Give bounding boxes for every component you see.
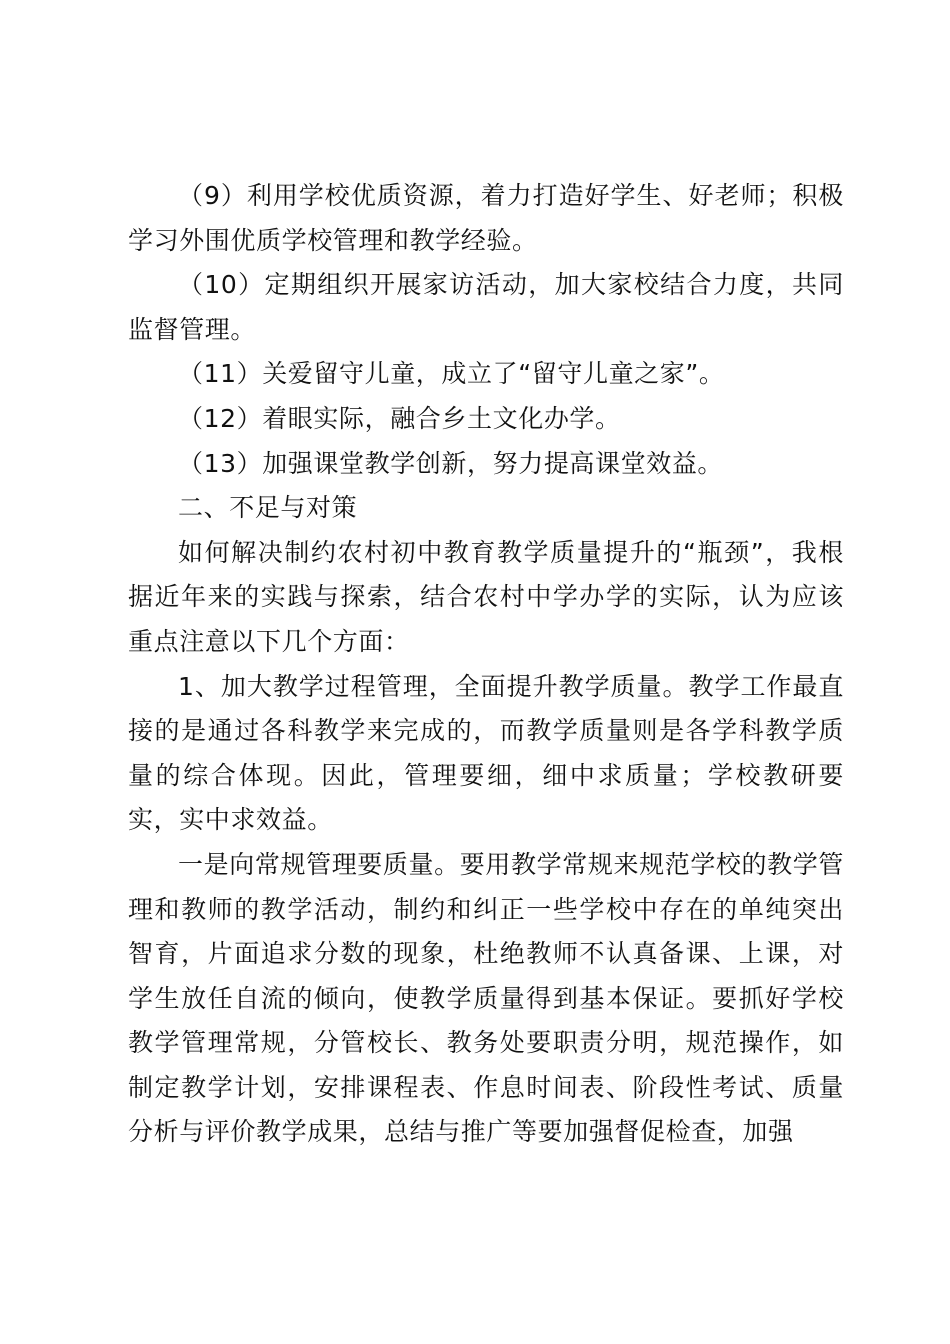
section-heading: 二、不足与对策 [178,493,358,523]
point-1-paragraph: 1、加大教学过程管理，全面提升教学质量。教学工作最直接的是通过各科教学来完成的，而教学质量则是各学科教学质量的综合体现。因此，管理要细，细中求质量；学校教研要实，实中求效益。 [128,671,844,835]
paragraph-item-13: （13）加强课堂教学创新，努力提高课堂效益。 [178,448,724,478]
paragraph-item-11: （11）关爱留守儿童，成立了“留守儿童之家”。 [178,359,725,389]
routine-management-paragraph: 一是向常规管理要质量。要用教学常规来规范学校的教学管理和教师的教学活动，制约和纠正一些学校中存在的单纯突出智育，片面追求分数的现象，杜绝教师不认真备课、上课，对学生放任自流的倾向，使教学质量得到基本保证。要抓好学校教学管理常规，分管校长、教务处要职责分明，规范操作，如制定教学计划，安排课程表、作息时间表、阶段性考试、质量分析与评价教学成果，总结与推广等要加强督促检查，加强 [128,849,844,1147]
paragraph-item-9: （9）利用学校优质资源，着力打造好学生、好老师；积极学习外围优质学校管理和教学经验。 [128,181,844,255]
paragraph-item-10: （10）定期组织开展家访活动，加大家校结合力度，共同监督管理。 [128,270,844,344]
paragraph-item-12: （12）着眼实际，融合乡土文化办学。 [178,403,621,433]
document-body [128,174,844,1155]
intro-paragraph: 如何解决制约农村初中教育教学质量提升的“瓶颈”，我根据近年来的实践与探索，结合农村中学办学的实际，认为应该重点注意以下几个方面： [128,537,844,656]
